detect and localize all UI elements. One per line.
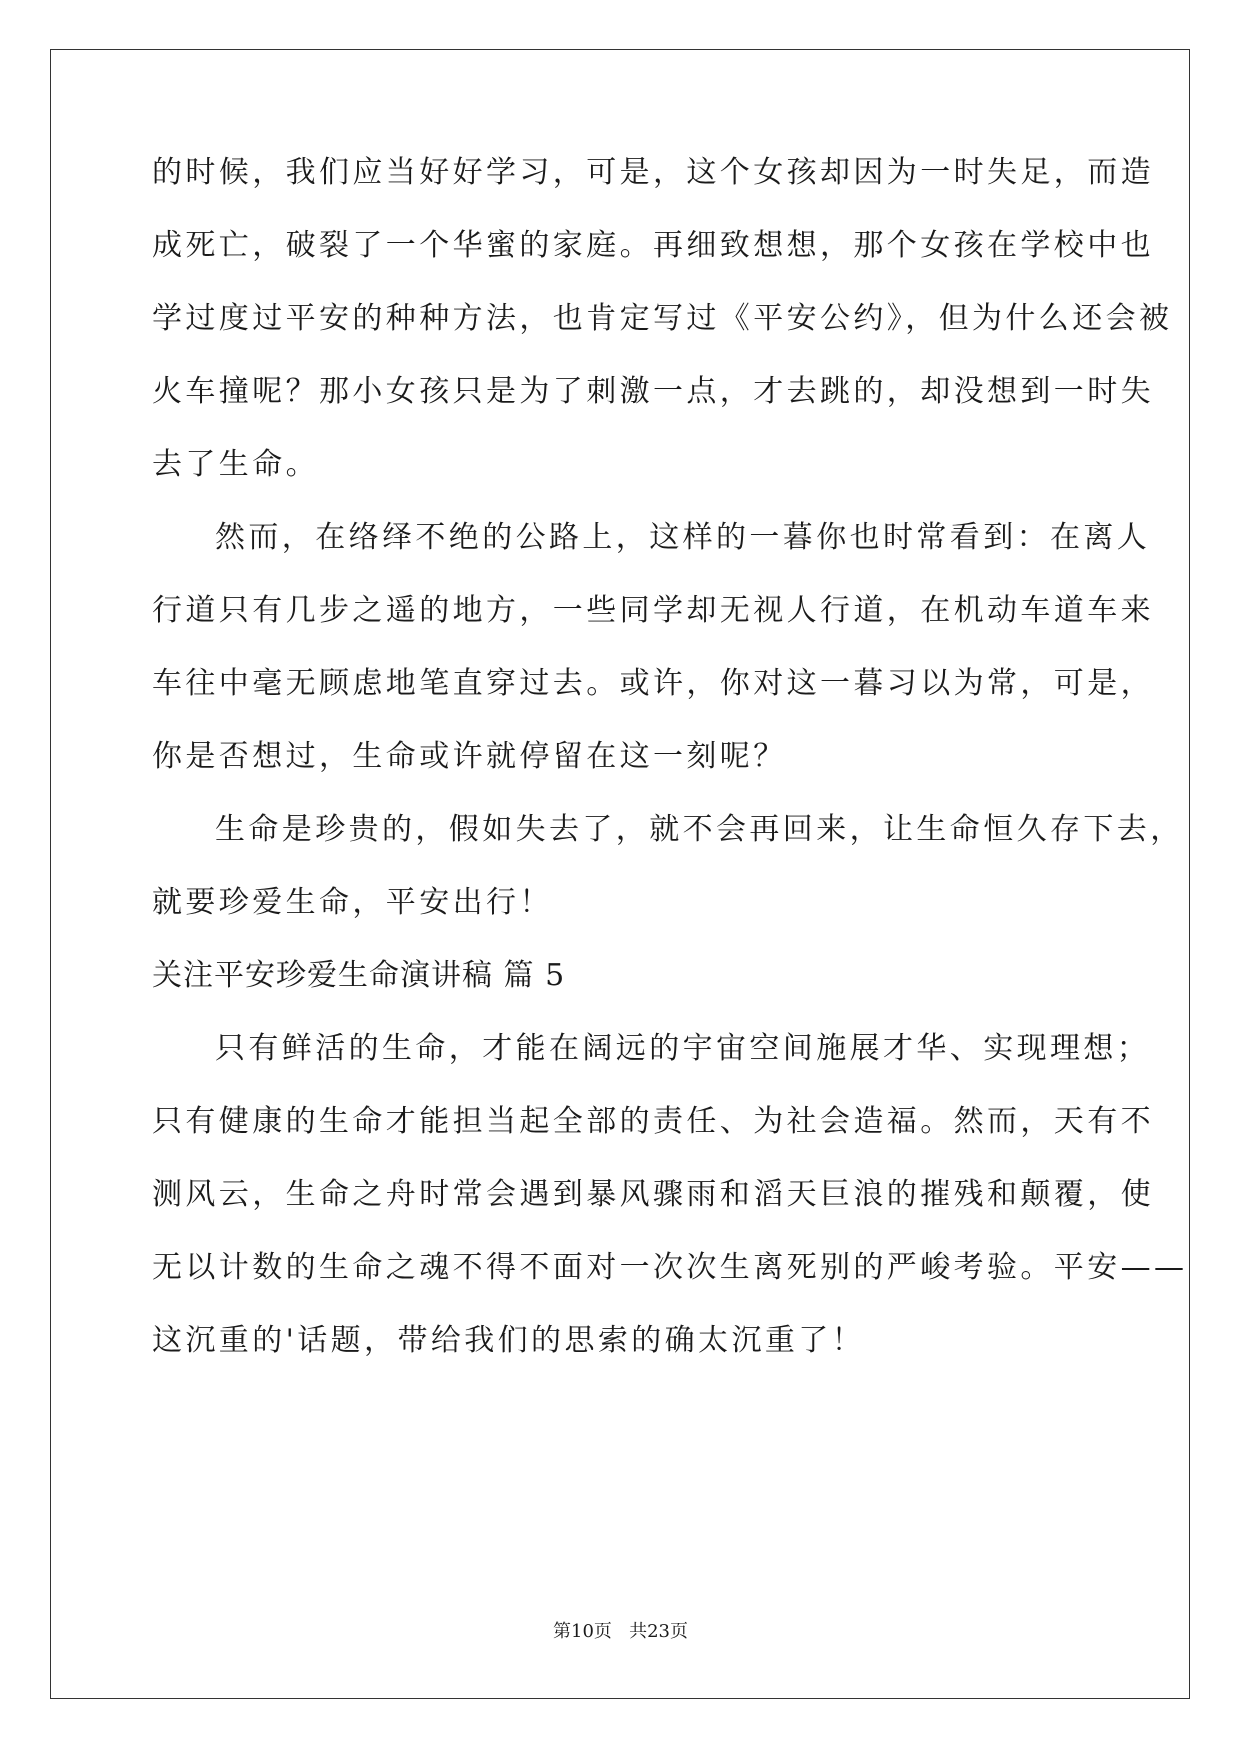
paragraph-line: 只有健康的生命才能担当起全部的责任、为社会造福。然而，天有不 — [152, 1104, 1154, 1139]
paragraph-line: 就要珍爱生命，平安出行！ — [152, 885, 553, 920]
paragraph-line: 生命是珍贵的，假如失去了，就不会再回来，让生命恒久存下去， — [215, 812, 1184, 847]
paragraph-line: 火车撞呢？那小女孩只是为了刺激一点，才去跳的，却没想到一时失 — [152, 374, 1154, 409]
page-border — [50, 49, 1190, 1699]
paragraph-line: 这沉重的'话题，带给我们的思索的确太沉重了！ — [152, 1323, 866, 1358]
paragraph-line: 只有鲜活的生命，才能在阔远的宇宙空间施展才华、实现理想； — [215, 1031, 1151, 1066]
paragraph-line: 然而，在络绎不绝的公路上，这样的一暮你也时常看到：在离人 — [215, 520, 1151, 555]
page-number-footer: 第10页 共23页 — [553, 1621, 688, 1642]
paragraph-line: 去了生命。 — [152, 447, 319, 482]
section-heading: 关注平安珍爱生命演讲稿 篇 5 — [152, 958, 566, 993]
paragraph-line: 学过度过平安的种种方法，也肯定写过《平安公约》，但为什么还会被 — [152, 301, 1173, 336]
paragraph-line: 行道只有几步之遥的地方，一些同学却无视人行道，在机动车道车来 — [152, 593, 1154, 628]
paragraph-line: 的时候，我们应当好好学习，可是，这个女孩却因为一时失足，而造 — [152, 155, 1154, 190]
paragraph-line: 成死亡，破裂了一个华蜜的家庭。再细致想想，那个女孩在学校中也 — [152, 228, 1154, 263]
paragraph-line: 无以计数的生命之魂不得不面对一次次生离死别的严峻考验。平安—— — [152, 1250, 1188, 1285]
paragraph-line: 你是否想过，生命或许就停留在这一刻呢？ — [152, 739, 787, 774]
paragraph-line: 测风云，生命之舟时常会遇到暴风骤雨和滔天巨浪的摧残和颠覆，使 — [152, 1177, 1154, 1212]
paragraph-line: 车往中毫无顾虑地笔直穿过去。或许，你对这一暮习以为常，可是， — [152, 666, 1154, 701]
